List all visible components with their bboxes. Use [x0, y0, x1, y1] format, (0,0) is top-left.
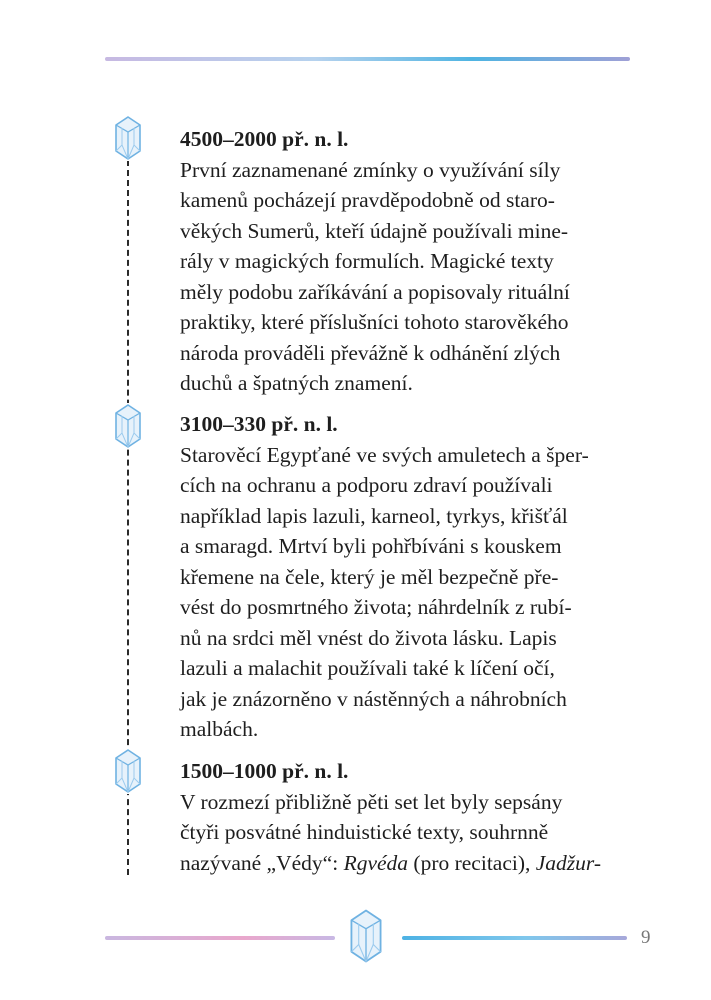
- book-title: Jadžur-: [535, 850, 602, 875]
- timeline-entry: [180, 409, 629, 745]
- book-title: Rgvéda: [343, 850, 409, 875]
- entry-text: Starověcí Egypťané ve svých amuletech a šper- cích na ochranu a podporu zdraví používali například lapis lazuli, karneol, tyrkys, křišťál a smaragd. Mrtví byli pohřbíváni s kouskem křemene na čele, který je měl bezpečně pře- vést do posmrtného života; náhrdelník z rubí- nů na srdci měl vnést do života lásku. Lapis lazuli a malachit používali také k líčení očí, jak je znázorněno v nástěnných a náhrobních malbách.: [180, 442, 589, 741]
- entry-text: První zaznamenané zmínky o využívání síly kamenů pocházejí pravděpodobně od staro- věkých Sumerů, kteří údajně používali mine- rály v magických formulích. Magické texty měly podobu zaříkávání a popisovaly rituální praktiky, které příslušníci tohoto starověkého národa prováděli převážně k odhánění zlých duchů a špatných znamení.: [180, 157, 570, 395]
- entry-heading: 3100–330 př. n. l.: [180, 412, 338, 436]
- entry-heading: 4500–2000 př. n. l.: [180, 127, 349, 151]
- crystal-icon: [114, 748, 142, 794]
- bottom-left-decorative-rule: [105, 936, 335, 940]
- timeline-entry: [180, 124, 629, 399]
- crystal-icon: [349, 908, 383, 964]
- top-decorative-rule: [105, 57, 630, 61]
- entry-heading: 1500–1000 př. n. l.: [180, 759, 349, 783]
- page-number: 9: [641, 927, 651, 948]
- entry-text: V rozmezí přibližně pěti set let byly sepsány čtyři posvátné hinduistické texty, souhrnně nazývané „Védy“: Rgvéda (pro recitaci), Jadžur-: [180, 789, 602, 875]
- crystal-icon: [114, 403, 142, 449]
- bottom-right-decorative-rule: [402, 936, 627, 940]
- timeline-entry: [180, 756, 629, 878]
- crystal-icon: [114, 115, 142, 161]
